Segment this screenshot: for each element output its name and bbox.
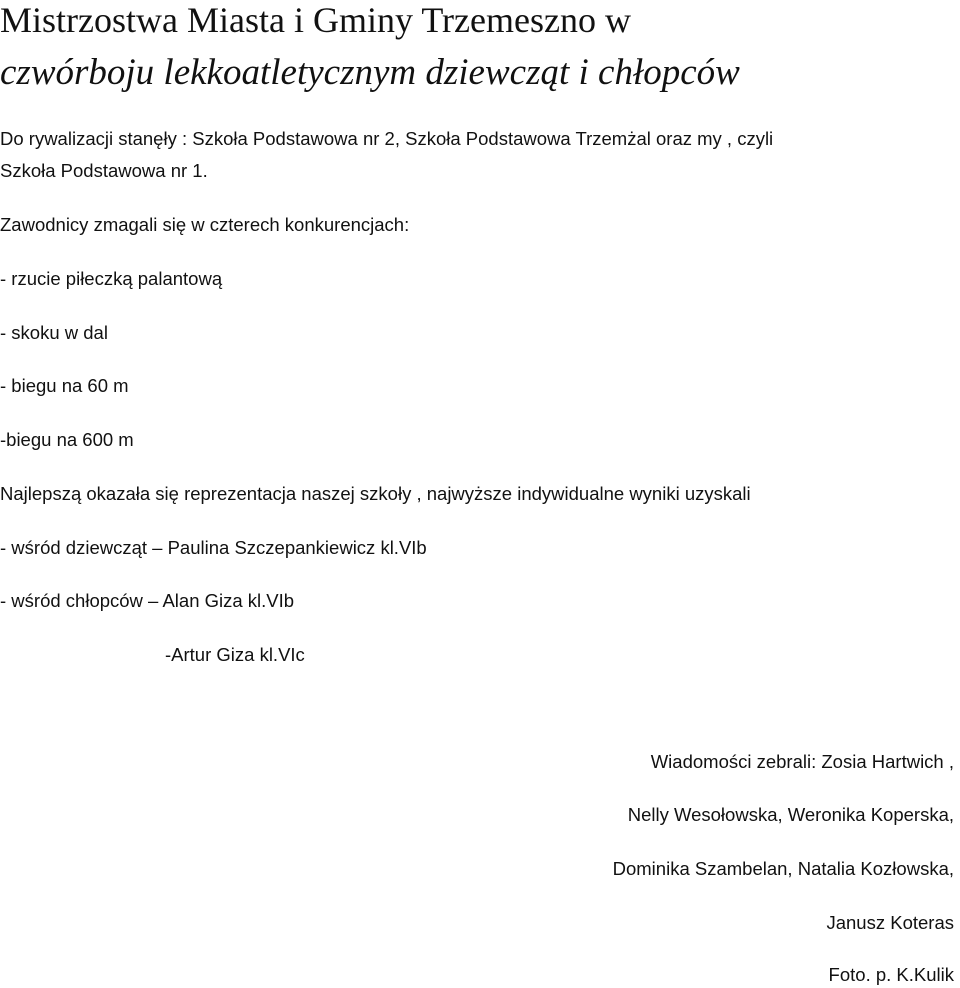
photo-credit: Foto. p. K.Kulik — [828, 964, 954, 985]
credits-line-1: Wiadomości zebrali: Zosia Hartwich , — [650, 751, 954, 772]
competition-item: - rzucie piłeczką palantową — [0, 268, 223, 289]
result-boys-extra: -Artur Giza kl.VIc — [165, 644, 305, 665]
intro-line-1: Do rywalizacji stanęły : Szkoła Podstawowa nr 2, Szkoła Podstawowa Trzemżal oraz my , czyli — [0, 128, 774, 149]
title-line-1: Mistrzostwa Miasta i Gminy Trzemeszno w — [0, 0, 631, 40]
competition-item: - skoku w dal — [0, 322, 108, 343]
credits-line-4: Janusz Koteras — [826, 912, 954, 933]
competition-item: - biegu na 60 m — [0, 375, 129, 396]
results-summary: Najlepszą okazała się reprezentacja naszej szkoły , najwyższe indywidualne wyniki uzyskali — [0, 483, 751, 504]
result-girls: - wśród dziewcząt – Paulina Szczepankiewicz kl.VIb — [0, 537, 427, 558]
result-boys: - wśród chłopców – Alan Giza kl.VIb — [0, 590, 295, 611]
credits-line-2: Nelly Wesołowska, Weronika Koperska, — [627, 804, 954, 825]
competitions-heading: Zawodnicy zmagali się w czterech konkurencjach: — [0, 214, 410, 235]
competition-item: -biegu na 600 m — [0, 429, 134, 450]
title-line-2: czwórboju lekkoatletycznym dziewcząt i chłopców — [0, 52, 740, 93]
credits-line-3: Dominika Szambelan, Natalia Kozłowska, — [612, 858, 954, 879]
intro-line-2: Szkoła Podstawowa nr 1. — [0, 160, 208, 181]
